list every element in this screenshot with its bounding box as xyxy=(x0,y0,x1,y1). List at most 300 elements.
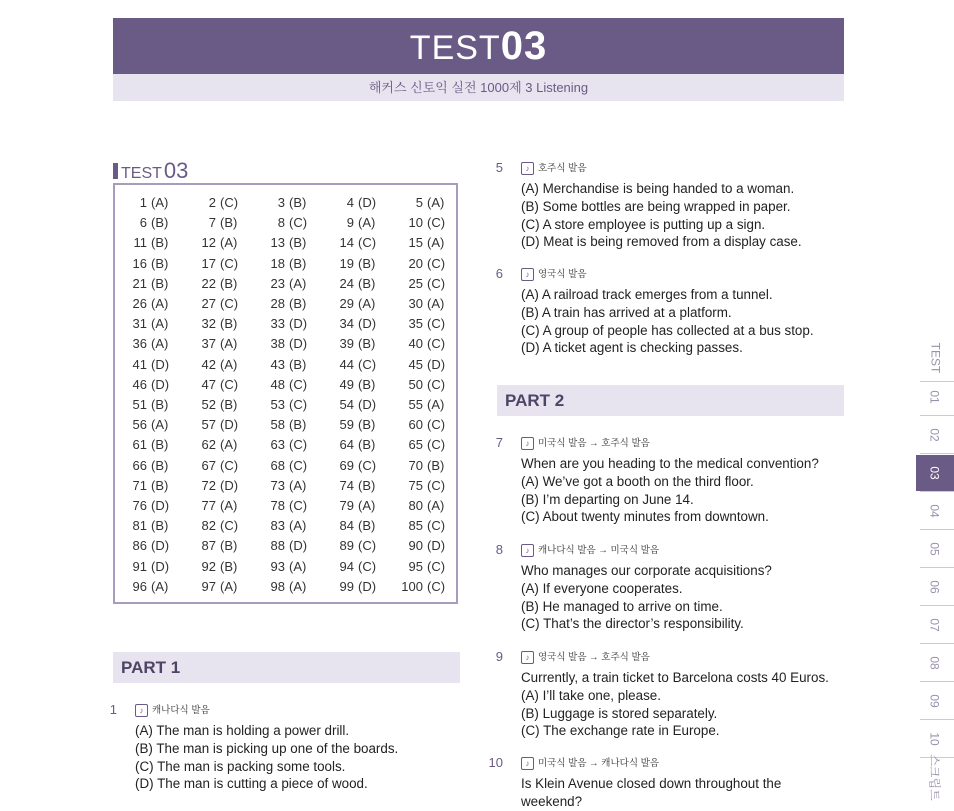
question-number: 67 xyxy=(201,457,216,473)
answer-choice: (A) xyxy=(151,336,169,352)
question-number: 99 xyxy=(339,578,354,594)
side-tab-label: 09 xyxy=(927,694,942,708)
question-number: 74 xyxy=(339,477,354,493)
answer-choice: (C) xyxy=(427,578,446,594)
accent-text: 영국식 발음 xyxy=(538,268,587,280)
answer-choice: (C) xyxy=(427,437,446,453)
answer-choice: (D) xyxy=(427,356,446,372)
question-line: (C) The exchange rate in Europe. xyxy=(521,723,720,739)
question-number: 51 xyxy=(132,397,147,412)
question-number: 14 xyxy=(339,235,354,251)
answer-choice: (B) xyxy=(151,215,169,231)
answer-choice: (B) xyxy=(151,255,169,271)
title-bar-mark xyxy=(113,163,118,179)
question-number: 75 xyxy=(408,477,423,493)
question-number: 43 xyxy=(270,356,285,372)
question-number: 10 xyxy=(488,755,503,770)
question-line: weekend? xyxy=(521,793,583,809)
answer-choice: (C) xyxy=(220,255,239,271)
question-line: Currently, a train ticket to Barcelona costs 40 Euros. xyxy=(521,670,829,685)
answer-choice: (B) xyxy=(151,275,169,291)
question-number: 94 xyxy=(339,558,354,574)
question-line: When are you heading to the medical convention? xyxy=(521,456,819,471)
audio-icon: ♪ xyxy=(521,757,534,770)
question-number: 36 xyxy=(132,336,147,352)
question-line: (C) The man is packing some tools. xyxy=(135,758,346,774)
question-line: (C) A group of people has collected at a bus stop. xyxy=(521,322,814,338)
answer-choice: (C) xyxy=(358,457,377,473)
question-number: 73 xyxy=(270,477,285,493)
part2-header: PART 2 xyxy=(497,385,844,416)
question-line: (B) The man is picking up one of the boards. xyxy=(135,740,399,756)
question-number: 91 xyxy=(132,558,147,574)
question-number: 45 xyxy=(408,356,423,372)
audio-icon: ♪ xyxy=(521,162,534,175)
answer-key-title-word: TEST xyxy=(121,165,162,182)
answer-choice: (A) xyxy=(220,437,238,453)
question-block xyxy=(483,542,772,633)
question-number: 7 xyxy=(208,215,216,231)
question-number: 83 xyxy=(270,518,285,534)
question-number: 25 xyxy=(408,275,423,291)
answer-choice: (B) xyxy=(220,397,238,412)
question-number: 27 xyxy=(201,296,216,311)
answer-choice: (B) xyxy=(289,296,307,311)
question-line: (A) If everyone cooperates. xyxy=(521,580,683,596)
accent-label xyxy=(521,542,772,559)
answer-choice: (B) xyxy=(151,397,169,412)
answer-choice: (D) xyxy=(220,477,239,493)
answer-key-title xyxy=(113,158,188,184)
question-number: 4 xyxy=(346,195,354,210)
side-tab-01[interactable] xyxy=(916,379,954,415)
question-number: 46 xyxy=(132,376,147,392)
answer-choice: (C) xyxy=(220,195,239,210)
question-number: 89 xyxy=(339,538,354,554)
accent-label xyxy=(135,702,398,719)
answer-choice: (B) xyxy=(151,477,169,493)
side-tab-script[interactable] xyxy=(916,753,954,801)
answer-choice: (A) xyxy=(358,296,376,311)
answer-choice: (D) xyxy=(427,538,446,554)
answer-choice: (B) xyxy=(358,336,376,352)
answer-choice: (B) xyxy=(220,215,238,231)
question-number: 8 xyxy=(495,542,503,557)
answer-choice: (C) xyxy=(427,477,446,493)
answer-choice: (A) xyxy=(289,477,307,493)
question-line: (C) About twenty minutes from downtown. xyxy=(521,509,769,525)
answer-row xyxy=(115,276,456,296)
answer-choice: (D) xyxy=(358,316,377,332)
answer-choice: (A) xyxy=(427,397,445,412)
question-line: (A) A railroad track emerges from a tunnel. xyxy=(521,287,773,302)
question-number: 56 xyxy=(132,417,147,433)
question-number: 2 xyxy=(208,195,216,210)
answer-choice: (C) xyxy=(220,376,239,392)
question-number: 30 xyxy=(408,296,423,311)
question-number: 23 xyxy=(270,275,285,291)
question-line: (A) The man is holding a power drill. xyxy=(135,723,350,738)
question-number: 1 xyxy=(139,195,147,210)
answer-row xyxy=(115,538,456,558)
question-number: 100 xyxy=(401,578,423,594)
answer-choice: (A) xyxy=(220,336,238,352)
answer-choice: (B) xyxy=(358,477,376,493)
answer-choice: (B) xyxy=(358,376,376,392)
answer-row xyxy=(115,417,456,437)
question-number: 19 xyxy=(339,255,354,271)
answer-row xyxy=(115,579,456,599)
answer-choice: (A) xyxy=(289,275,307,291)
question-block xyxy=(483,160,802,251)
question-line: (D) Meat is being removed from a display case. xyxy=(521,234,802,250)
answer-row xyxy=(115,458,456,478)
question-number: 58 xyxy=(270,417,285,433)
question-number: 48 xyxy=(270,376,285,392)
answer-choice: (C) xyxy=(427,518,446,534)
question-number: 64 xyxy=(339,437,354,453)
audio-icon: ♪ xyxy=(521,651,534,664)
side-tab-label: 03 xyxy=(927,466,942,480)
answer-choice: (A) xyxy=(220,578,238,594)
question-number: 21 xyxy=(132,275,147,291)
answer-choice: (D) xyxy=(358,195,377,210)
side-tab-label: 10 xyxy=(927,732,942,746)
answer-choice: (B) xyxy=(151,518,169,534)
side-tab-label: 01 xyxy=(927,390,942,404)
tab-divider xyxy=(920,643,954,644)
question-number: 54 xyxy=(339,397,354,412)
answer-choice: (D) xyxy=(220,417,239,433)
question-number: 88 xyxy=(270,538,285,554)
side-tab-04[interactable] xyxy=(916,493,954,529)
side-tab-02[interactable] xyxy=(916,417,954,453)
question-number: 31 xyxy=(132,316,147,332)
accent-label xyxy=(521,266,814,283)
question-line: (A) We’ve got a booth on the third floor. xyxy=(521,473,754,489)
side-tab-08[interactable] xyxy=(916,645,954,681)
audio-icon: ♪ xyxy=(135,704,148,717)
answer-row xyxy=(115,336,456,356)
answer-row xyxy=(115,235,456,255)
accent-label xyxy=(521,435,819,452)
question-line: (D) The man is cutting a piece of wood. xyxy=(135,776,368,792)
answer-choice: (D) xyxy=(151,538,170,554)
question-block xyxy=(483,649,829,740)
answer-choice: (C) xyxy=(289,376,308,392)
accent-text: 미국식 발음 → 캐나다식 발음 xyxy=(538,757,660,769)
question-number: 24 xyxy=(339,275,354,291)
answer-choice: (A) xyxy=(427,195,445,210)
question-number: 7 xyxy=(495,435,503,450)
answer-choice: (C) xyxy=(358,235,377,251)
answer-choice: (C) xyxy=(427,255,446,271)
answer-choice: (A) xyxy=(358,498,376,513)
answer-choice: (A) xyxy=(151,417,169,433)
question-line: (D) A ticket agent is checking passes. xyxy=(521,340,743,356)
answer-choice: (D) xyxy=(358,578,377,594)
question-number: 18 xyxy=(270,255,285,271)
question-number: 5 xyxy=(495,160,503,175)
accent-text: 영국식 발음 → 호주식 발음 xyxy=(538,651,650,663)
answer-choice: (D) xyxy=(289,336,308,352)
answer-row xyxy=(115,478,456,498)
side-tab-test[interactable] xyxy=(916,335,954,381)
question-number: 33 xyxy=(270,316,285,332)
answer-choice: (B) xyxy=(358,417,376,433)
question-number: 80 xyxy=(408,498,423,513)
answer-choice: (B) xyxy=(358,437,376,453)
answer-choice: (C) xyxy=(289,437,308,453)
question-number: 40 xyxy=(408,336,423,352)
question-number: 28 xyxy=(270,296,285,311)
answer-choice: (A) xyxy=(220,235,238,251)
banner-test-word: TEST xyxy=(409,29,501,67)
accent-text: 호주식 발음 xyxy=(538,162,587,174)
side-tab-label: 02 xyxy=(927,428,942,442)
question-line: (A) I’ll take one, please. xyxy=(521,687,661,703)
question-number: 59 xyxy=(339,417,354,433)
question-block xyxy=(483,755,781,811)
answer-choice: (C) xyxy=(427,215,446,231)
answer-choice: (C) xyxy=(220,518,239,534)
answer-row xyxy=(115,559,456,579)
question-line: (A) Merchandise is being handed to a woman. xyxy=(521,181,795,196)
question-number: 65 xyxy=(408,437,423,453)
answer-row xyxy=(115,215,456,235)
question-number: 53 xyxy=(270,397,285,412)
question-number: 15 xyxy=(408,235,423,251)
question-number: 9 xyxy=(495,649,503,664)
accent-text: 미국식 발음 → 호주식 발음 xyxy=(538,437,650,449)
side-tab-label: 스크립트 xyxy=(927,753,942,801)
answer-choice: (A) xyxy=(151,195,169,210)
accent-text: 캐나다식 발음 xyxy=(152,704,210,716)
answer-choice: (B) xyxy=(358,518,376,534)
side-tab-label: 05 xyxy=(927,542,942,556)
answer-choice: (D) xyxy=(289,316,308,332)
accent-label xyxy=(521,649,829,666)
question-number: 26 xyxy=(132,296,147,311)
answer-choice: (C) xyxy=(289,215,308,231)
question-number: 13 xyxy=(270,235,285,251)
side-tab-label: 06 xyxy=(927,580,942,594)
question-number: 81 xyxy=(132,518,147,534)
answer-choice: (D) xyxy=(358,397,377,412)
side-tab-10[interactable] xyxy=(916,721,954,757)
answer-choice: (B) xyxy=(289,235,307,251)
question-number: 62 xyxy=(201,437,216,453)
answer-row xyxy=(115,498,456,518)
question-number: 50 xyxy=(408,376,423,392)
answer-choice: (C) xyxy=(427,336,446,352)
question-line: (B) Luggage is stored separately. xyxy=(521,705,718,721)
answer-row xyxy=(115,437,456,457)
question-number: 47 xyxy=(201,376,216,392)
question-number: 79 xyxy=(339,498,354,513)
question-number: 22 xyxy=(201,275,216,291)
question-number: 61 xyxy=(132,437,147,453)
side-tab-05[interactable] xyxy=(916,531,954,567)
answer-row xyxy=(115,195,456,215)
question-number: 41 xyxy=(132,356,147,372)
answer-choice: (A) xyxy=(427,235,445,251)
answer-choice: (B) xyxy=(151,235,169,251)
question-number: 39 xyxy=(339,336,354,352)
answer-choice: (A) xyxy=(289,578,307,594)
question-number: 57 xyxy=(201,417,216,433)
answer-choice: (A) xyxy=(220,356,238,372)
question-number: 95 xyxy=(408,558,423,574)
question-number: 44 xyxy=(339,356,354,372)
answer-choice: (C) xyxy=(427,558,446,574)
question-number: 42 xyxy=(201,356,216,372)
question-line: (C) That’s the director’s responsibility. xyxy=(521,616,744,632)
side-tab-07[interactable] xyxy=(916,607,954,643)
question-number: 34 xyxy=(339,316,354,332)
answer-row xyxy=(115,296,456,316)
answer-choice: (C) xyxy=(220,296,239,311)
question-number: 77 xyxy=(201,498,216,513)
tab-divider xyxy=(920,491,954,492)
question-block xyxy=(483,435,819,526)
question-number: 69 xyxy=(339,457,354,473)
question-line: (B) I’m departing on June 14. xyxy=(521,491,694,507)
question-number: 55 xyxy=(408,397,423,412)
accent-label xyxy=(521,755,781,772)
tab-divider xyxy=(920,605,954,606)
question-number: 6 xyxy=(139,215,147,231)
question-number: 10 xyxy=(408,215,423,231)
question-number: 9 xyxy=(346,215,354,231)
answer-choice: (B) xyxy=(358,275,376,291)
tab-divider xyxy=(920,415,954,416)
question-number: 38 xyxy=(270,336,285,352)
question-number: 71 xyxy=(132,477,147,493)
question-line: Is Klein Avenue closed down throughout the xyxy=(521,776,782,791)
answer-row xyxy=(115,518,456,538)
side-tab-label: 04 xyxy=(927,504,942,518)
question-number: 87 xyxy=(201,538,216,554)
answer-choice: (B) xyxy=(289,255,307,271)
question-number: 49 xyxy=(339,376,354,392)
question-number: 11 xyxy=(133,235,147,251)
tab-divider xyxy=(920,453,954,454)
answer-choice: (C) xyxy=(289,397,308,412)
question-number: 60 xyxy=(408,417,423,433)
question-number: 8 xyxy=(277,215,285,231)
question-number: 32 xyxy=(201,316,216,332)
answer-choice: (C) xyxy=(358,356,377,372)
question-number: 72 xyxy=(201,477,216,493)
question-number: 1 xyxy=(109,702,117,717)
question-number: 82 xyxy=(201,518,216,534)
answer-key-title-number: 03 xyxy=(163,158,189,183)
side-tab-03[interactable] xyxy=(916,455,954,491)
question-number: 92 xyxy=(201,558,216,574)
answer-choice: (B) xyxy=(151,437,169,453)
question-number: 37 xyxy=(201,336,216,352)
question-number: 93 xyxy=(270,558,285,574)
answer-choice: (B) xyxy=(427,457,445,473)
question-line: (B) Some bottles are being wrapped in paper. xyxy=(521,198,791,214)
question-number: 90 xyxy=(408,538,423,554)
tab-divider xyxy=(920,529,954,530)
answer-choice: (C) xyxy=(427,316,446,332)
answer-choice: (C) xyxy=(427,275,446,291)
answer-choice: (C) xyxy=(289,498,308,513)
tab-divider xyxy=(920,567,954,568)
audio-icon: ♪ xyxy=(521,544,534,557)
question-number: 84 xyxy=(339,518,354,534)
question-number: 20 xyxy=(408,255,423,271)
question-number: 76 xyxy=(132,498,147,513)
answer-row xyxy=(115,377,456,397)
answer-choice: (D) xyxy=(151,558,170,574)
question-line: (B) He managed to arrive on time. xyxy=(521,598,723,614)
answer-choice: (B) xyxy=(289,356,307,372)
answer-choice: (A) xyxy=(427,296,445,311)
answer-row xyxy=(115,316,456,336)
side-tab-09[interactable] xyxy=(916,683,954,719)
answer-row xyxy=(115,357,456,377)
answer-choice: (C) xyxy=(427,376,446,392)
answer-choice: (A) xyxy=(151,296,169,311)
question-number: 96 xyxy=(132,578,147,594)
book-subtitle: 해커스 신토익 실전 1000제 3 Listening xyxy=(113,74,844,101)
question-number: 12 xyxy=(201,235,216,251)
question-number: 52 xyxy=(201,397,216,412)
answer-choice: (A) xyxy=(151,316,169,332)
question-number: 29 xyxy=(339,296,354,311)
answer-choice: (B) xyxy=(289,417,307,433)
question-block xyxy=(483,266,814,357)
answer-choice: (C) xyxy=(220,457,239,473)
question-number: 16 xyxy=(132,255,147,271)
side-tab-label: 08 xyxy=(927,656,942,670)
answer-choice: (C) xyxy=(358,538,377,554)
accent-text: 캐나다식 발음 → 미국식 발음 xyxy=(538,544,660,556)
question-number: 70 xyxy=(408,457,423,473)
answer-row xyxy=(115,256,456,276)
answer-choice: (D) xyxy=(289,538,308,554)
audio-icon: ♪ xyxy=(521,268,534,281)
question-number: 6 xyxy=(495,266,503,281)
answer-choice: (B) xyxy=(220,275,238,291)
side-tab-label: TEST xyxy=(927,342,942,374)
question-number: 98 xyxy=(270,578,285,594)
side-tab-06[interactable] xyxy=(916,569,954,605)
answer-choice: (B) xyxy=(220,538,238,554)
accent-label xyxy=(521,160,802,177)
answer-choice: (D) xyxy=(151,376,170,392)
question-number: 78 xyxy=(270,498,285,513)
question-number: 68 xyxy=(270,457,285,473)
answer-choice: (D) xyxy=(151,356,170,372)
answer-choice: (A) xyxy=(289,558,307,574)
question-line: (C) A store employee is putting up a sign. xyxy=(521,216,766,232)
question-number: 66 xyxy=(132,457,147,473)
question-number: 97 xyxy=(201,578,216,594)
answer-choice: (A) xyxy=(358,215,376,231)
answer-choice: (B) xyxy=(220,558,238,574)
question-number: 3 xyxy=(277,195,285,210)
answer-row xyxy=(115,397,456,417)
side-tab-label: 07 xyxy=(927,618,942,632)
banner-test-number: 03 xyxy=(500,24,548,68)
question-number: 63 xyxy=(270,437,285,453)
answer-choice: (A) xyxy=(289,518,307,534)
